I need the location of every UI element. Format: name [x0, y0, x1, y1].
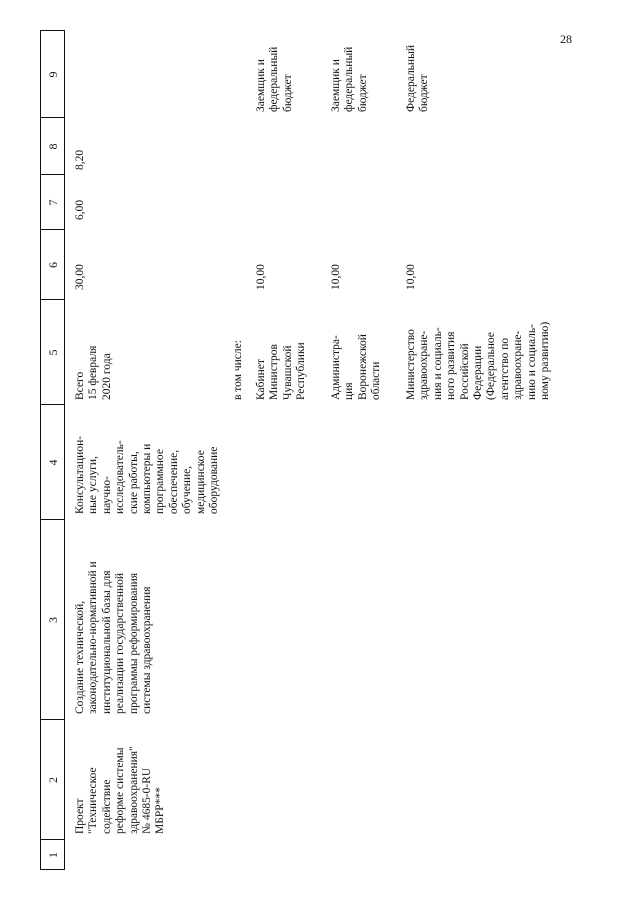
- financing-source: Заемщик и федеральный бюджет: [330, 46, 369, 112]
- column-header-2: 2: [46, 777, 60, 783]
- including-label: в том числе:: [232, 340, 244, 400]
- financing-source: Заемщик и федеральный бюджет: [255, 46, 294, 112]
- executor-amount: 10,00: [255, 264, 267, 290]
- column-header-4: 4: [46, 459, 60, 466]
- column-header-5: 5: [46, 349, 60, 356]
- column-header-9: 9: [46, 71, 60, 78]
- column-header-8: 8: [46, 143, 60, 150]
- table-top-border: [40, 30, 41, 870]
- project-content: Консультацион- ные услуги, научно- исследователь- ские работы, компьютеры и программное обеспечение, обучение, медицинское оборудование: [74, 435, 221, 514]
- executor-name: Администра- ция Воронежской области: [330, 334, 383, 400]
- executor-name: Министерство здравоохране- ния и социаль- ного развития Российской Федерации (Федеральное агентство по здравоохране- нию и социаль- ному развитию): [405, 321, 552, 400]
- column-header-6: 6: [46, 262, 60, 268]
- page-number: 28: [560, 32, 572, 46]
- project-name: Проект "Техническое содействие реформе системы здравоохранения" № 4685-0-RU МБРР***: [74, 746, 167, 834]
- project-goal: Создание технической, законодательно-нормативной и институциональной базы для реализации государственной программы реформирования системы здравоохранения: [74, 561, 154, 714]
- total-label: Всего 15 февраля 2020 года: [74, 345, 113, 400]
- header-bottom-border: [64, 30, 65, 870]
- executor-amount: 10,00: [330, 264, 342, 290]
- col7-amount: 6,00: [74, 199, 86, 220]
- column-header-1: 1: [46, 852, 60, 858]
- col8-amount: 8,20: [74, 149, 86, 170]
- total-amount: 30,00: [74, 264, 86, 290]
- column-header-3: 3: [46, 617, 60, 623]
- rotated-page: [40, 30, 580, 870]
- executor-amount: 10,00: [405, 264, 417, 290]
- executor-name: Кабинет Министров Чувашской Республики: [255, 342, 308, 400]
- column-header-7: 7: [46, 199, 60, 206]
- table: [40, 30, 580, 870]
- financing-source: Федеральный бюджет: [405, 45, 431, 112]
